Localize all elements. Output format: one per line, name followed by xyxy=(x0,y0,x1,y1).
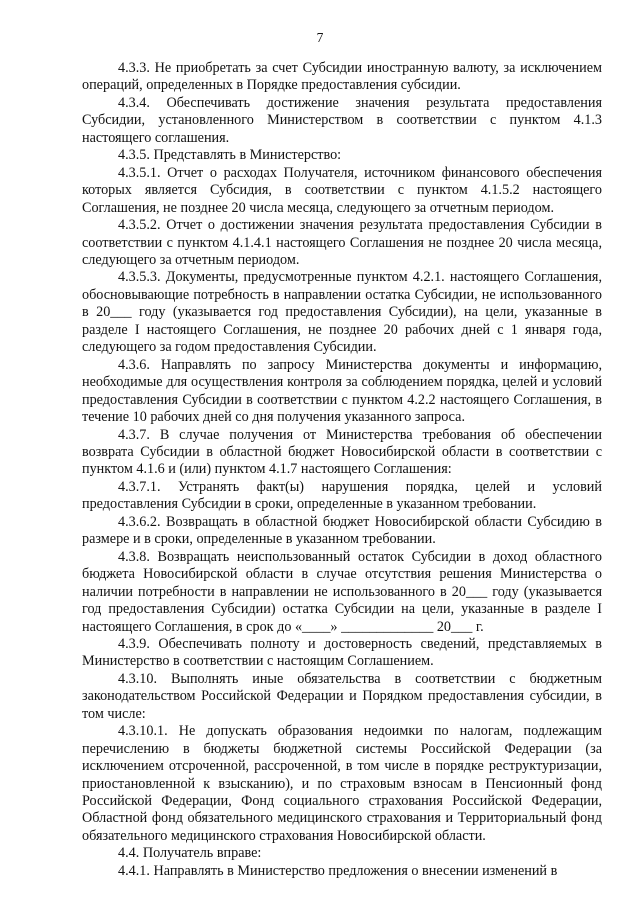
paragraph-4-3-7: 4.3.7. В случае получения от Министерства требования об обеспечении возврата Субсидии в областной бюджет Новосибирской области в соответствии с пунктом 4.1.6 и (или) пунктом 4.1.7 настоящего Соглашения: xyxy=(82,426,602,478)
paragraph-4-3-6: 4.3.6. Направлять по запросу Министерства документы и информацию, необходимые для осуществления контроля за соблюдением порядка, целей и условий предоставления Субсидии в соответствии с пунктом 4.2.2 настоящего Соглашения, в течение 10 рабочих дней со дня получения указанного запроса. xyxy=(82,356,602,426)
paragraph-4-4: 4.4. Получатель вправе: xyxy=(118,845,262,862)
document-body xyxy=(82,60,602,880)
paragraph-4-3-3: 4.3.3. Не приобретать за счет Субсидии иностранную валюту, за исключением операций, определенных в Порядке предоставления субсидии. xyxy=(82,60,602,94)
paragraph-4-3-5-3: 4.3.5.3. Документы, предусмотренные пунктом 4.2.1. настоящего Соглашения, обосновывающие потребность в направлении остатка Субсидии, не использованного в 20___ году (указывается год предоставления Субсидии), на цели, указанные в разделе I настоящего Соглашения, не позднее 20 рабочих дней с 1 января года, следующего за годом предоставления Субсидии. xyxy=(82,269,602,356)
paragraph-4-3-9: 4.3.9. Обеспечивать полноту и достоверность сведений, представляемых в Министерство в соответствии с настоящим Соглашением. xyxy=(82,635,602,670)
paragraph-4-3-10: 4.3.10. Выполнять иные обязательства в соответствии с бюджетным законодательством Российской Федерации и Порядком предоставления субсидии, в том числе: xyxy=(82,670,602,722)
paragraph-4-3-5-2: 4.3.5.2. Отчет о достижении значения результата предоставления Субсидии в соответствии с пунктом 4.1.4.1 настоящего Соглашения не позднее 20 числа месяца, следующего за отчетным периодом. xyxy=(82,217,602,268)
paragraph-4-3-10-1: 4.3.10.1. Не допускать образования недоимки по налогам, подлежащим перечислению в бюджеты бюджетной системы Российской Федерации (за исключением отсроченной, рассроченной, в том числе в порядке реструктуризации, приостановленной к взысканию), и по страховым взносам в Пенсионный фонд Российской Федерации, Фонд социального страхования Российской Федерации, Областной фонд обязательного медицинского страхования и Территориальный фонд обязательного медицинского страхования Новосибирской области. xyxy=(82,723,602,844)
paragraph-4-3-5-1: 4.3.5.1. Отчет о расходах Получателя, источником финансового обеспечения которых является Субсидия, в соответствии с пунктом 4.1.5.2 настоящего Соглашения, не позднее 20 числа месяца, следующего за отчетным периодом. xyxy=(82,164,602,216)
paragraph-4-3-4: 4.3.4. Обеспечивать достижение значения результата предоставления Субсидии, установленного Министерством в соответствии с пунктом 4.1.3 настоящего соглашения. xyxy=(82,94,602,146)
paragraph-4-3-5: 4.3.5. Представлять в Министерство: xyxy=(118,147,342,164)
paragraph-4-3-7-1: 4.3.7.1. Устранять факт(ы) нарушения порядка, целей и условий предоставления Субсидии в сроки, определенные в указанном требовании. xyxy=(82,478,602,513)
paragraph-4-3-6-2: 4.3.6.2. Возвращать в областной бюджет Новосибирской области Субсидию в размере и в сроки, определенные в указанном требовании. xyxy=(82,513,602,548)
page-number: 7 xyxy=(316,30,324,45)
paragraph-4-4-1: 4.4.1. Направлять в Министерство предложения о внесении изменений в xyxy=(118,862,558,879)
paragraph-4-3-8: 4.3.8. Возвращать неиспользованный остаток Субсидии в доход областного бюджета Новосибирской области в случае отсутствия решения Министерства о наличии потребности в направлении не использованного в 20___ году (указывается год предоставления Субсидии) остатка Субсидии на цели, указанные в разделе I настоящего Соглашения, в срок до «____» _____________ 20___ г. xyxy=(82,548,602,635)
